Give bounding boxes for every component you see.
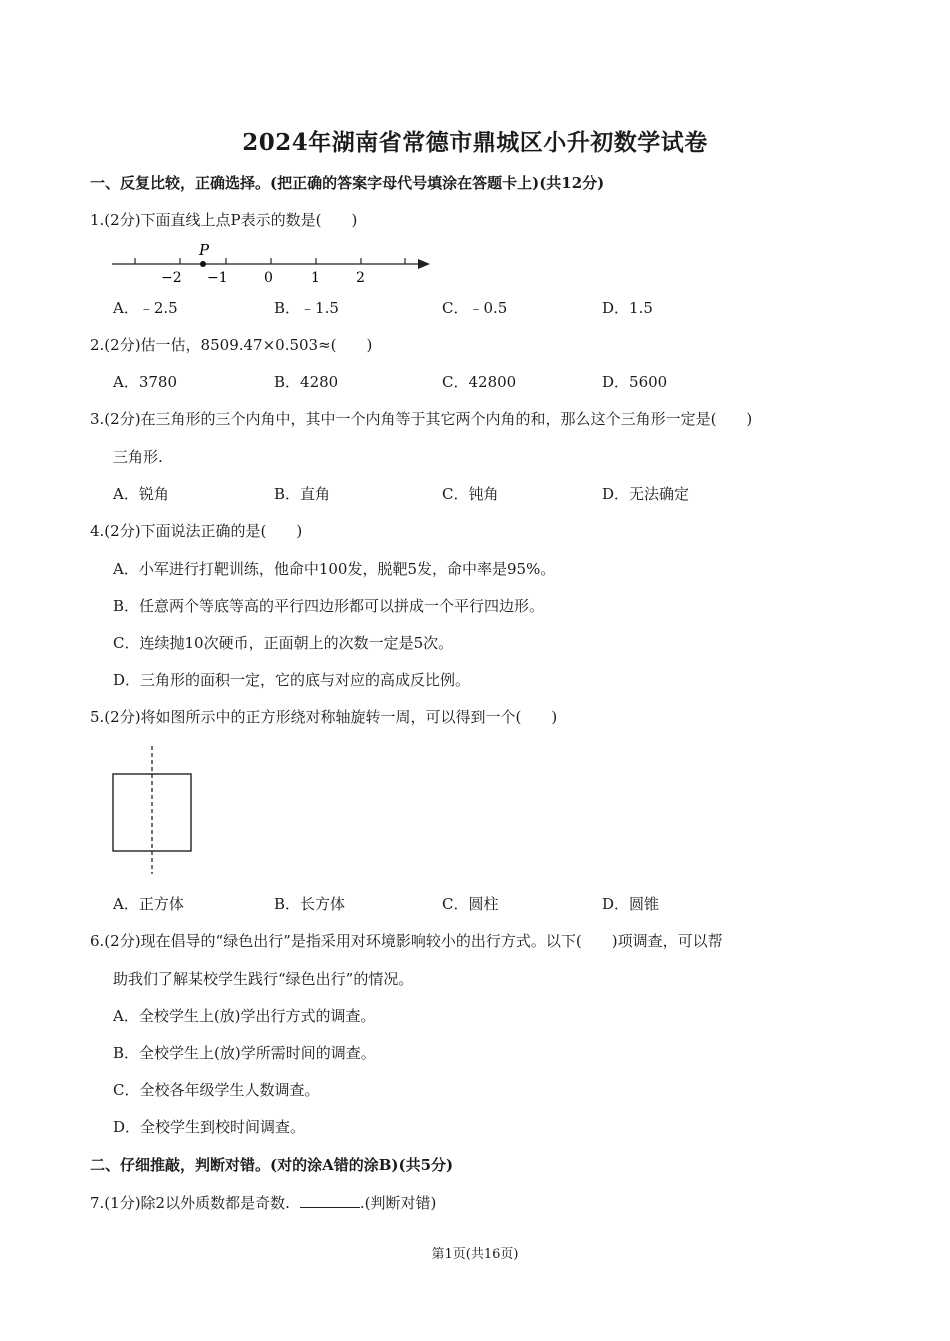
q4-option-b[interactable]: B．任意两个等底等高的平行四边形都可以拼成一个平行四边形。	[113, 597, 545, 615]
tick-label-2: 2	[356, 270, 365, 286]
q4-option-c[interactable]: C．连续抛10次硬币，正面朝上的次数一定是5次。	[113, 634, 454, 652]
question-5-stem: 5.(2分)将如图所示中的正方形绕对称轴旋转一周，可以得到一个( )	[90, 708, 558, 726]
point-p-dot	[200, 261, 206, 267]
q2-option-b[interactable]: B．4280	[274, 373, 339, 391]
number-line-ticks	[135, 258, 405, 264]
number-line-arrow	[418, 259, 430, 269]
q5-option-a[interactable]: A．正方体	[113, 895, 184, 913]
question-7-answer-blank[interactable]	[300, 1193, 360, 1208]
question-4-stem: 4.(2分)下面说法正确的是( )	[90, 522, 303, 540]
question-7	[90, 1192, 436, 1213]
number-line	[108, 238, 438, 288]
page-footer: 第1页(共16页)	[431, 1247, 519, 1262]
section-2-heading: 二、仔细推敲，判断对错。(对的涂A错的涂B)(共5分)	[90, 1156, 454, 1174]
question-2-stem: 2.(2分)估一估，8509.47×0.503≈( )	[90, 336, 373, 354]
q4-option-a[interactable]: A．小军进行打靶训练，他命中100发，脱靶5发，命中率是95%。	[113, 560, 556, 578]
tick-label-0: 0	[264, 270, 273, 286]
q1-option-d[interactable]: D．1.5	[602, 299, 653, 317]
q3-option-b[interactable]: B．直角	[274, 485, 331, 503]
square-with-axis-figure	[108, 744, 198, 876]
q4-option-d[interactable]: D．三角形的面积一定，它的底与对应的高成反比例。	[113, 671, 471, 689]
q3-option-a[interactable]: A．锐角	[113, 485, 169, 503]
question-3-stem-cont: 三角形.	[113, 448, 163, 466]
q3-option-c[interactable]: C．钝角	[442, 485, 499, 503]
q1-option-a[interactable]: A．﹣2.5	[113, 299, 178, 317]
q1-option-c[interactable]: C．﹣0.5	[442, 299, 508, 317]
q3-option-d[interactable]: D．无法确定	[602, 485, 690, 503]
q5-option-c[interactable]: C．圆柱	[442, 895, 499, 913]
q2-option-a[interactable]: A．3780	[113, 373, 178, 391]
question-6-stem: 6.(2分)现在倡导的“绿色出行”是指采用对环境影响较小的出行方式。以下( )项调查，可以帮	[90, 932, 723, 950]
question-7-stem: 7.(1分)除2以外质数都是奇数.	[90, 1194, 290, 1212]
q1-option-b[interactable]: B．﹣1.5	[274, 299, 339, 317]
q5-option-d[interactable]: D．圆锥	[602, 895, 660, 913]
question-1-stem: 1.(2分)下面直线上点P表示的数是( )	[90, 211, 358, 229]
q6-option-c[interactable]: C．全校各年级学生人数调查。	[113, 1081, 320, 1099]
q5-option-b[interactable]: B．长方体	[274, 895, 346, 913]
q2-option-d[interactable]: D．5600	[602, 373, 668, 391]
question-7-suffix: .(判断对错)	[359, 1194, 437, 1212]
section-1-heading: 一、反复比较，正确选择。(把正确的答案字母代号填涂在答题卡上)(共12分)	[90, 174, 605, 192]
tick-label-neg1: −1	[207, 270, 228, 286]
question-3-stem: 3.(2分)在三角形的三个内角中，其中一个内角等于其它两个内角的和，那么这个三角形一定是( )	[90, 410, 753, 428]
q6-option-a[interactable]: A．全校学生上(放)学出行方式的调查。	[113, 1007, 376, 1025]
page-title: 2024年湖南省常德市鼎城区小升初数学试卷	[242, 129, 708, 156]
question-6-stem-cont: 助我们了解某校学生践行“绿色出行”的情况。	[113, 970, 414, 988]
q2-option-c[interactable]: C．42800	[442, 373, 517, 391]
q6-option-b[interactable]: B．全校学生上(放)学所需时间的调查。	[113, 1044, 376, 1062]
tick-label-neg2: −2	[161, 270, 182, 286]
tick-label-1: 1	[311, 270, 320, 286]
q6-option-d[interactable]: D．全校学生到校时间调查。	[113, 1118, 306, 1136]
point-p-label: P	[199, 241, 210, 259]
